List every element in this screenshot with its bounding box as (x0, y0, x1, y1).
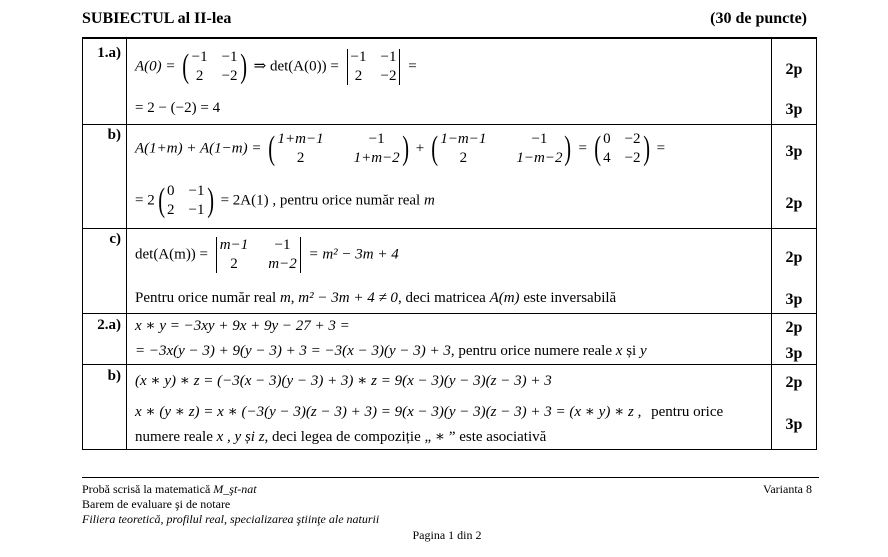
page-header (82, 10, 807, 34)
expr-1b-line1: A(1+m) + A(1−m) = ( 1+m−1 −1 2 1+m−2 ) + ( 1−m−1 −1 2 1−m−2 ) = ( 0 −2 4 −2 ) = (135, 130, 666, 167)
points-2a-2: 3p (785, 345, 803, 362)
expr-1c-line2: Pentru orice număr real m, m² − 3m + 4 ≠ 0, deci matricea A(m) este inversabilă (135, 290, 617, 306)
expr-1a-line2: = 2 − (−2) = 4 (135, 100, 221, 116)
points-1c-2: 3p (785, 291, 803, 308)
expr-2a-line2: = −3x(y − 3) + 9(y − 3) + 3 = −3(x − 3)(y − 3) + 3, pentru orice numere reale x și y (135, 343, 647, 359)
expr-2b-line1: (x ∗ y) ∗ z = (−3(x − 3)(y − 3) + 3) ∗ z = 9(x − 3)(y − 3)(z − 3) + 3 (135, 373, 552, 389)
points-1c-1: 2p (785, 249, 803, 266)
points-1a-2: 3p (785, 101, 803, 118)
subject-title: SUBIECTUL al II-lea (82, 10, 232, 27)
row-label-1c: c) (109, 231, 121, 247)
expr-2b-line3: numere reale x , y și z, deci legea de compoziție „ ∗ ” este asociativă (135, 429, 547, 445)
points-2a-1: 2p (785, 319, 803, 336)
points-1a-1: 2p (785, 61, 803, 78)
row-divider (83, 313, 816, 314)
expr-2a-line1: x ∗ y = −3xy + 9x + 9y − 27 + 3 = (135, 318, 350, 334)
row-label-2a: 2.a) (97, 317, 121, 333)
points-total: (30 de puncte) (710, 10, 807, 27)
points-2b-2: 3p (785, 416, 803, 433)
row-divider (83, 364, 816, 365)
row-label-2b: b) (107, 368, 121, 384)
footer-rule (82, 477, 819, 478)
expr-2b-line2: x ∗ (y ∗ z) = x ∗ (−3(y − 3)(z − 3) + 3) = 9(x − 3)(y − 3)(z − 3) + 3 = (x ∗ y) ∗ z , pentru orice (135, 404, 724, 420)
grading-table (82, 37, 817, 450)
footer-line2: Barem de evaluare şi de notare (82, 497, 231, 511)
col-divider-left (126, 39, 127, 449)
row-divider (83, 124, 816, 125)
expr-1b-line2: = 2( 0 −1 2 −1 ) = 2A(1) , pentru orice număr real m (135, 182, 435, 219)
expr-1c-line1: det(A(m)) = m−1 −1 2 m−2 = m² − 3m + 4 (135, 237, 399, 272)
footer-line3: Filiera teoretică, profilul real, specializarea ştiinţe ale naturii (82, 512, 380, 526)
expr-1a-line1: A(0) = ( −1 −1 2 −2 ) ⇒ det(A(0)) = −1 −1 2 −2 = (135, 48, 417, 85)
row-divider (83, 228, 816, 229)
points-2b-1: 2p (785, 374, 803, 391)
row-label-1b: b) (107, 127, 121, 143)
page-number: Pagina 1 din 2 (412, 528, 482, 542)
points-1b-1: 3p (785, 143, 803, 160)
footer-line1: Probă scrisă la matematică M_şt-nat Varianta 8 (82, 482, 812, 496)
points-1b-2: 2p (785, 195, 803, 212)
variant-label: Varianta 8 (763, 482, 812, 496)
row-label-1a: 1.a) (97, 45, 121, 61)
